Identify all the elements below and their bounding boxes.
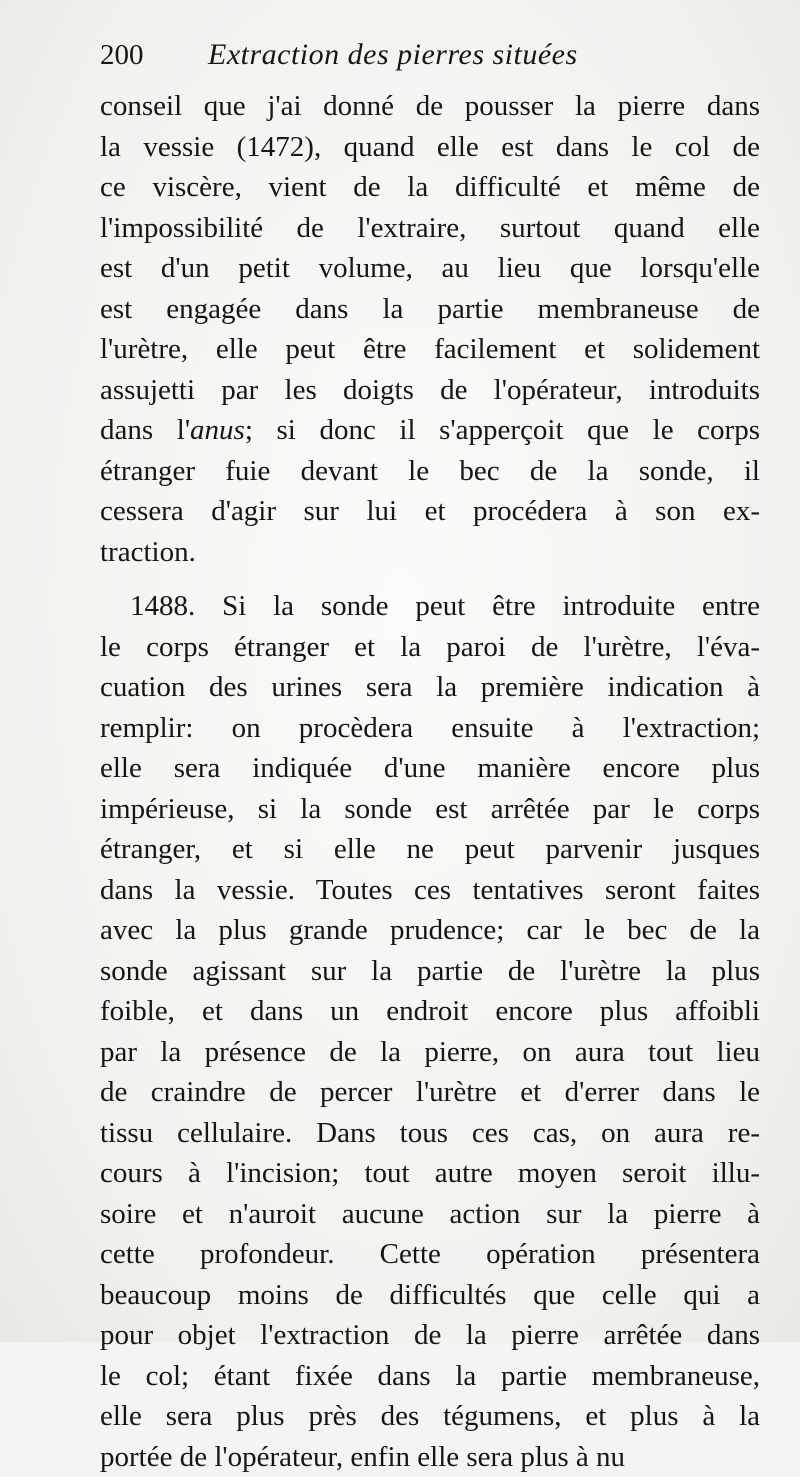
text-line: le corps étranger et la paroi de l'urètre, l'éva- (100, 627, 760, 668)
text-line: est d'un petit volume, au lieu que lorsqu'elle (100, 248, 760, 289)
text-line: assujetti par les doigts de l'opérateur, introduits (100, 370, 760, 411)
text-line: remplir: on procèdera ensuite à l'extraction; (100, 708, 760, 749)
text-line: pour objet l'extraction de la pierre arrêtée dans (100, 1315, 760, 1356)
text-line: impérieuse, si la sonde est arrêtée par le corps (100, 789, 760, 830)
text-line: dans l'anus; si donc il s'apperçoit que le corps (100, 410, 760, 451)
text-line: l'impossibilité de l'extraire, surtout quand elle (100, 208, 760, 249)
text-line: cette profondeur. Cette opération présentera (100, 1234, 760, 1275)
text-line: dans la vessie. Toutes ces tentatives seront faites (100, 870, 760, 911)
text-line: elle sera plus près des tégumens, et plus à la (100, 1396, 760, 1437)
text-line: cours à l'incision; tout autre moyen seroit illu- (100, 1153, 760, 1194)
text-line: sonde agissant sur la partie de l'urètre la plus (100, 951, 760, 992)
text-line: ce viscère, vient de la difficulté et même de (100, 167, 760, 208)
text-line: elle sera indiquée d'une manière encore plus (100, 748, 760, 789)
text-line: la vessie (1472), quand elle est dans le col de (100, 127, 760, 168)
text-line: le col; étant fixée dans la partie membraneuse, (100, 1356, 760, 1397)
text-line: 1488. Si la sonde peut être introduite entre (100, 586, 760, 627)
text-line: de craindre de percer l'urètre et d'errer dans le (100, 1072, 760, 1113)
running-title: Extraction des pierres situées (208, 38, 578, 72)
text-line: étranger fuie devant le bec de la sonde, il (100, 451, 760, 492)
text-line: l'urètre, elle peut être facilement et solidement (100, 329, 760, 370)
text-line: portée de l'opérateur, enfin elle sera plus à nu (100, 1437, 760, 1477)
body-text (100, 86, 760, 1477)
text-line: étranger, et si elle ne peut parvenir jusques (100, 829, 760, 870)
paragraph-2 (100, 586, 760, 1477)
text-line: avec la plus grande prudence; car le bec de la (100, 910, 760, 951)
text-line: est engagée dans la partie membraneuse de (100, 289, 760, 330)
text-line: tissu cellulaire. Dans tous ces cas, on aura re- (100, 1113, 760, 1154)
text-line: beaucoup moins de difficultés que celle qui a (100, 1275, 760, 1316)
page-number: 200 (100, 39, 208, 72)
text-line: foible, et dans un endroit encore plus affoibli (100, 991, 760, 1032)
paragraph-gap (100, 572, 760, 586)
text-line: conseil que j'ai donné de pousser la pierre dans (100, 86, 760, 127)
text-line: traction. (100, 532, 760, 573)
text-line: par la présence de la pierre, on aura tout lieu (100, 1032, 760, 1073)
paragraph-1 (100, 86, 760, 572)
text-line: cuation des urines sera la première indication à (100, 667, 760, 708)
text-line: soire et n'auroit aucune action sur la pierre à (100, 1194, 760, 1235)
running-head (100, 38, 760, 78)
text-line: cessera d'agir sur lui et procédera à son ex- (100, 491, 760, 532)
